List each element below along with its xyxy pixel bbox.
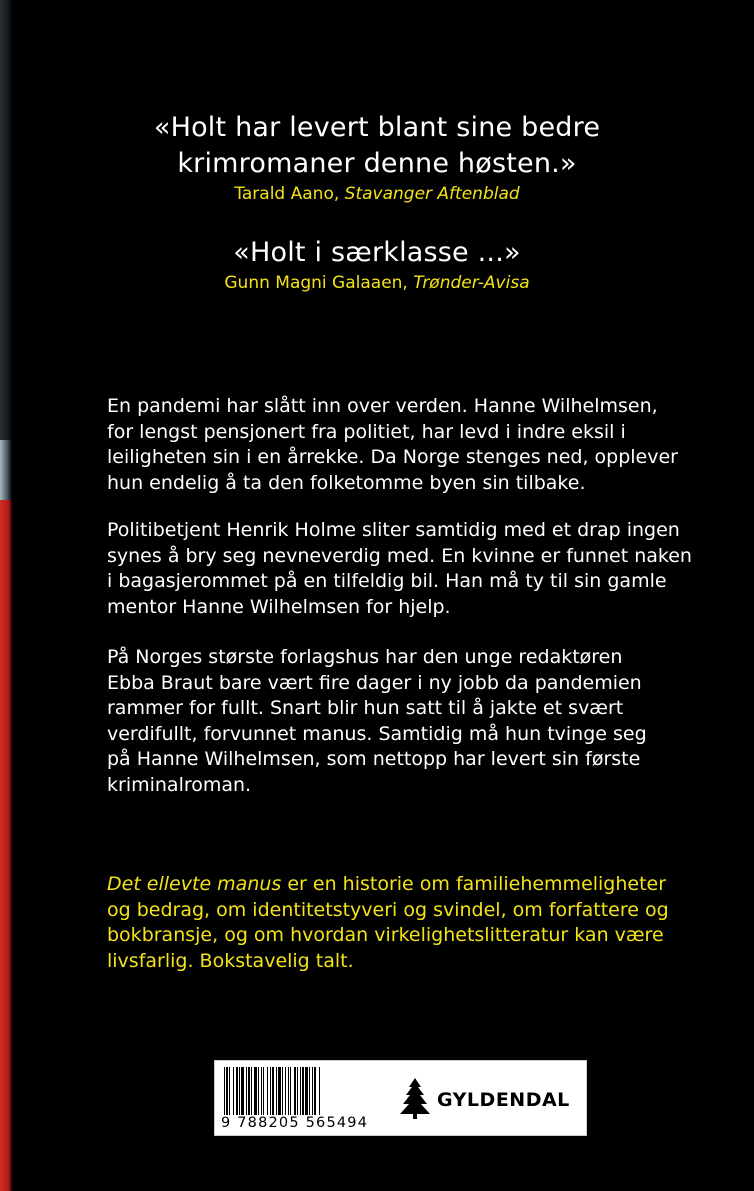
quote-text: «Holt i særklasse ...» — [233, 237, 521, 268]
publisher-logo: GYLDENDAL — [437, 1089, 570, 1111]
quote-source: Tarald Aano, Stavanger Aftenblad — [234, 184, 520, 204]
quote-source: Gunn Magni Galaaen, Trønder-Avisa — [224, 273, 530, 293]
quote-text: «Holt har levert blant sine bedre krimromaner denne høsten.» — [153, 112, 601, 179]
blurb-paragraph-3: På Norges største forlagshus har den unge redaktøren Ebba Braut bare vært fire dager i ny jobb da pandemien rammer for fullt. Snart blir hun satt til å jakte et svært verdifullt, forvunnet manus. Samtidig må hun tvinge seg på Hanne Wilhelmsen, som nettopp har levert sin første kriminalroman. — [107, 646, 647, 796]
cover-edge-red — [0, 500, 12, 1191]
isbn-number: 9 788205 565494 — [221, 1115, 369, 1131]
barcode-icon — [224, 1067, 380, 1115]
blurb-paragraph-highlight: Det ellevte manus er en historie om familiehemmeligheter og bedrag, om identitetstyveri og svindel, om forfattere og bokbransje, og om hvordan virkelighetslitteratur kan være livsfarlig. Bokstavelig talt. — [107, 873, 669, 972]
cover-edge-light — [0, 440, 12, 500]
fir-tree-icon — [399, 1077, 431, 1119]
barcode-panel — [214, 1060, 587, 1136]
book-title: Det ellevte manus — [107, 873, 282, 895]
review-quote-1 — [0, 110, 754, 206]
barcode-bar — [320, 1067, 321, 1115]
blurb-paragraph-2: Politibetjent Henrik Holme sliter samtidig med et drap ingen synes å bry seg nevneverdig med. En kvinne er funnet naken i bagasjerommet på en tilfeldig bil. Han må ty til sin gamle mentor Hanne Wilhelmsen for hjelp. — [107, 519, 692, 618]
review-quote-2 — [0, 235, 754, 295]
blurb-paragraph-1: En pandemi har slått inn over verden. Hanne Wilhelmsen, for lengst pensjonert fra politiet, har levd i indre eksil i leiligheten sin i en årrekke. Da Norge stenges ned, opplever hun endelig å ta den folketomme byen sin tilbake. — [107, 395, 678, 494]
